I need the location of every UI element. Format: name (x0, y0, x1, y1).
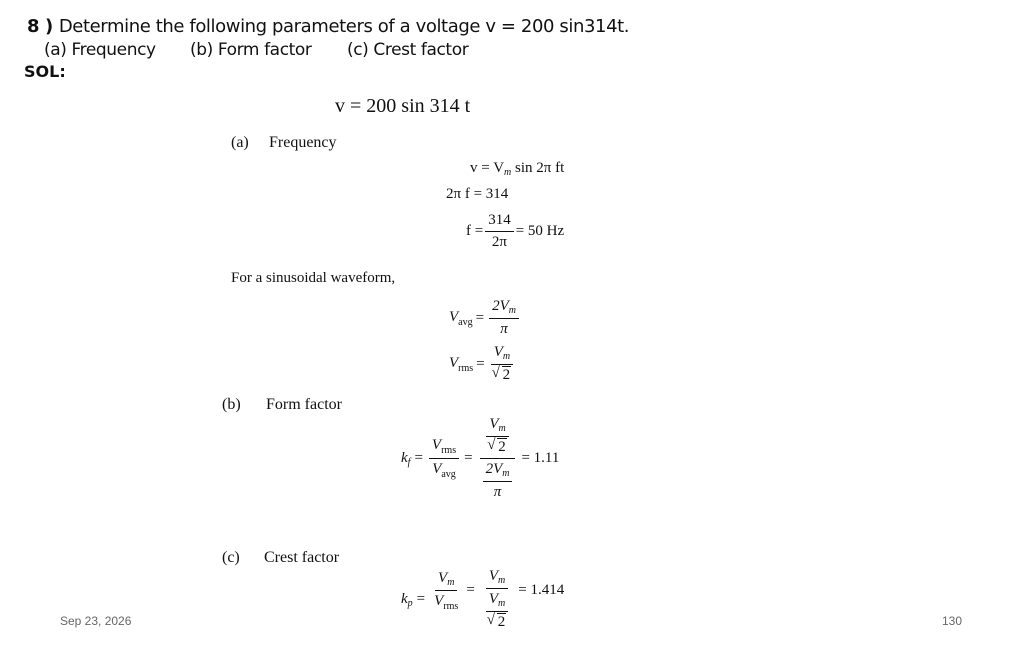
option-c: (c) Crest factor (347, 40, 469, 60)
kf-result: = 1.11 (521, 450, 560, 466)
sqrt-symbol (493, 367, 512, 384)
part-b-heading (222, 396, 342, 414)
vrms-fraction: $V_m$ √ 2 (490, 344, 515, 384)
frequency-fraction (485, 212, 514, 251)
part-a-title: Frequency (269, 134, 337, 151)
eq-sine-general (470, 160, 564, 178)
eq-crest-factor: $k_p$ = $\frac{V_m}{V_{rms}}$ = $V_m$ $V_m$ √ 2 = 1.414 (401, 568, 564, 631)
eq-sine-lhs: v = V (470, 160, 505, 176)
part-a-heading (231, 134, 337, 152)
frequency-result: = 50 Hz (515, 223, 565, 239)
eq-frequency (466, 212, 564, 251)
kp-fraction-1: $\frac{V_m}{V_{rms}}$ (434, 569, 459, 612)
kp-lhs: $k_p$ (401, 590, 413, 609)
part-c-label: (c) (222, 549, 240, 566)
vrms-equals: = (476, 355, 485, 372)
vavg-lhs: $V_{avg}$ (449, 308, 473, 328)
part-c-heading (222, 549, 339, 567)
kp-inner: $V_m$ √ 2 (485, 591, 510, 631)
kp-fraction-2: $V_m$ $V_m$ √ 2 (480, 568, 515, 631)
eq-form-factor: $k_f$ = $\frac{V_{rms}}{V_{avg}}$ = $V_m$ √ 2 $\frac{2V_m}{\pi}$ = 1.11 (401, 416, 559, 501)
eq-sine-rhs: sin 2π ft (511, 160, 565, 176)
part-c-title: Crest factor (264, 549, 340, 566)
part-b-title: Form factor (266, 396, 342, 413)
question-text: Determine the following parameters of a voltage v = 200 sin314t. (58, 16, 630, 37)
kf-inner-top: $V_m$ √ 2 (485, 416, 510, 456)
footer-date: Sep 23, 2026 (60, 614, 132, 628)
eq-vrms (449, 344, 516, 384)
frequency-numerator: 314 (485, 212, 514, 232)
vrms-numerator: V (493, 344, 503, 360)
kp-result: = 1.414 (518, 582, 565, 598)
vavg-fraction: $\frac{2V_m}{\pi}$ (489, 298, 519, 338)
sinusoidal-text: For a sinusoidal waveform, (231, 270, 396, 286)
vrms-lhs: $V_{rms}$ (449, 354, 474, 374)
eq-omega: 2π f = 314 (446, 186, 509, 202)
part-a-label: (a) (231, 134, 249, 151)
question-number: 8 ) (27, 16, 53, 37)
kf-lhs: $k_f$ (401, 449, 411, 468)
kf-fraction-1: $\frac{V_{rms}}{V_{avg}}$ (429, 437, 459, 480)
vavg-equals: = (475, 309, 485, 326)
vrms-denominator: 2 (502, 367, 511, 383)
eq-vavg (449, 298, 521, 338)
kf-fraction-2 (478, 416, 518, 501)
eq-frequency-lhs: f = (466, 223, 484, 239)
eq-sine-sub: m (504, 167, 512, 178)
solution-label: SOL: (24, 62, 66, 81)
frequency-denominator: 2π (491, 234, 507, 250)
vavg-denominator: π (500, 321, 508, 337)
question-title (27, 16, 629, 37)
kf-inner-bottom: $\frac{2V_m}{\pi}$ (483, 461, 513, 501)
page-number: 130 (942, 614, 963, 628)
vavg-numerator: 2V (492, 298, 509, 314)
option-b: (b) Form factor (190, 40, 312, 60)
part-b-label: (b) (222, 396, 241, 413)
option-a: (a) Frequency (44, 40, 156, 60)
main-equation: v = 200 sin 314 t (335, 95, 471, 117)
